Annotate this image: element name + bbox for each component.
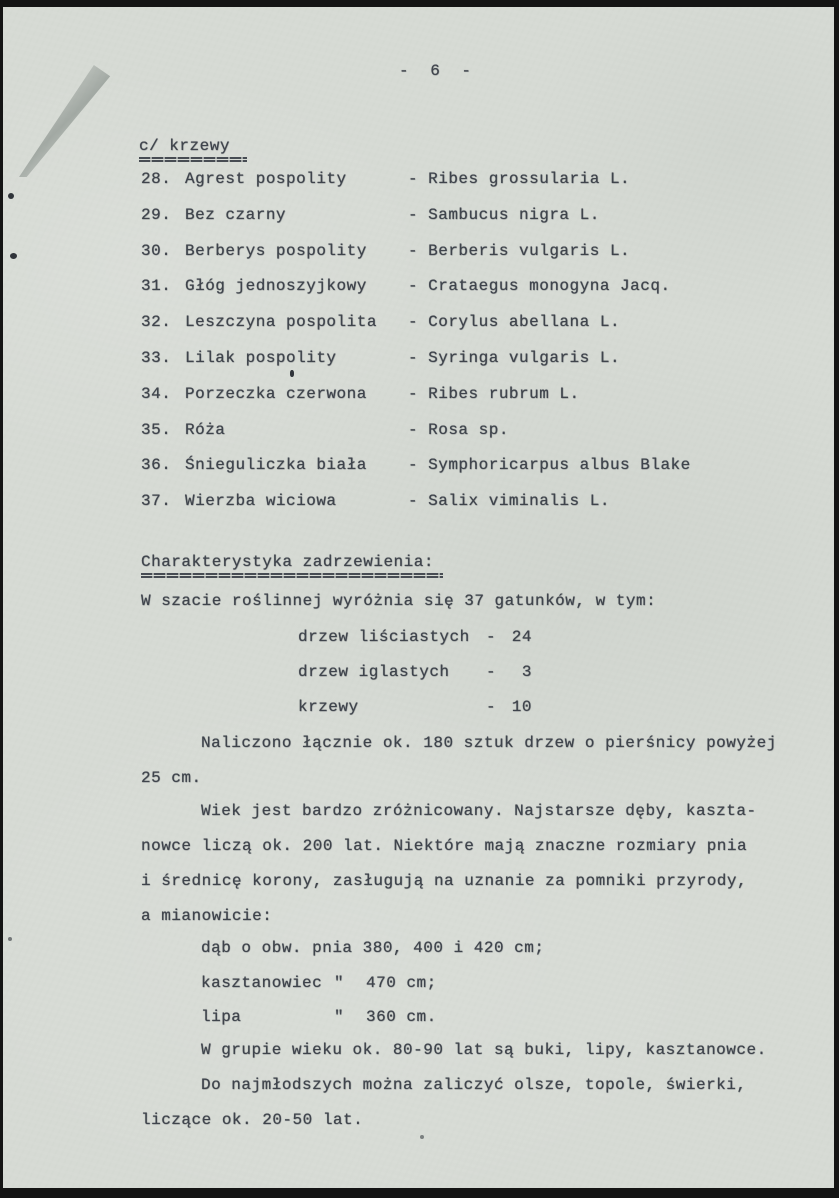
shrub-row xyxy=(141,385,761,421)
monument-tree-value: 470 cm; xyxy=(366,973,437,992)
shrub-name-latin: Corylus abellana L. xyxy=(428,313,621,332)
ink-speck xyxy=(10,253,17,259)
stat-label: drzew iglastych xyxy=(298,663,450,682)
dash-separator: - xyxy=(486,698,497,717)
shrub-name-latin: Sambucus nigra L. xyxy=(428,205,600,224)
stat-value: 24 xyxy=(511,628,532,646)
shrub-number: 34. xyxy=(141,384,172,403)
shrub-name-polish: Wierzba wiciowa xyxy=(185,492,337,511)
shrub-number: 30. xyxy=(141,241,172,260)
shrub-name-latin: Ribes rubrum L. xyxy=(428,384,580,403)
shrub-name-polish: Porzeczka czerwona xyxy=(185,384,367,403)
shrub-name-latin: Berberis vulgaris L. xyxy=(428,241,631,260)
paragraph-line: Wiek jest bardzo zróżnicowany. Najstarsze dęby, kaszta- xyxy=(201,802,757,820)
shrub-name-polish: Agrest pospolity xyxy=(185,170,347,188)
ditto-mark: " xyxy=(334,973,345,992)
shrub-list xyxy=(141,170,761,528)
dash-separator: - xyxy=(408,492,419,511)
shrub-name-latin: Salix viminalis L. xyxy=(428,492,610,511)
shrub-row xyxy=(141,456,761,492)
dash-separator: - xyxy=(408,205,419,224)
paragraph-age-groups xyxy=(141,1041,801,1146)
paragraph-line: Naliczono łącznie ok. 180 sztuk drzew o pierśnicy powyżej xyxy=(201,734,777,752)
paragraph-line: a mianowicie: xyxy=(141,907,273,925)
shrub-name-latin: Symphoricarpus albus Blake xyxy=(428,456,691,475)
paragraph-tree-count xyxy=(141,734,801,804)
ditto-mark: " xyxy=(334,1008,345,1026)
section-heading-krzewy xyxy=(139,137,247,162)
shrub-number: 32. xyxy=(141,313,172,332)
dash-separator: - xyxy=(408,348,419,367)
paragraph-tree-age xyxy=(141,802,801,942)
stat-label: drzew liściastych xyxy=(298,628,470,646)
shrub-name-latin: Rosa sp. xyxy=(428,420,509,439)
shrub-name-polish: Bez czarny xyxy=(185,205,287,224)
paragraph-line: nowce liczą ok. 200 lat. Niektóre mają znaczne rozmiary pnia xyxy=(141,837,748,855)
shrub-number: 35. xyxy=(141,420,172,439)
dash-separator: - xyxy=(408,277,419,296)
dash-separator: - xyxy=(408,241,419,260)
shrub-row xyxy=(141,313,761,349)
scanned-page xyxy=(3,7,834,1188)
stat-value: 10 xyxy=(511,698,532,717)
shrub-number: 29. xyxy=(141,205,172,224)
shrub-row xyxy=(141,492,761,528)
paragraph-line: W grupie wieku ok. 80-90 lat są buki, lipy, kasztanowce. xyxy=(201,1041,767,1059)
monument-trees-list xyxy=(201,939,544,1043)
shrub-row xyxy=(141,421,761,457)
monument-tree-value: 360 cm. xyxy=(366,1008,437,1026)
monument-tree-name: kasztanowiec xyxy=(201,973,323,992)
shrub-name-polish: Śnieguliczka biała xyxy=(185,456,367,475)
shrub-row xyxy=(141,349,761,385)
page-corner-fold xyxy=(19,65,115,177)
shrub-name-polish: Róża xyxy=(185,420,226,439)
paragraph-line: i średnicę korony, zasługują na uznanie za pomniki przyrody, xyxy=(141,872,748,890)
stat-label: krzewy xyxy=(298,698,359,717)
shrub-number: 37. xyxy=(141,492,172,511)
shrub-row xyxy=(141,277,761,313)
dash-separator: - xyxy=(408,170,419,188)
dash-separator: - xyxy=(408,313,419,332)
paragraph-line: Do najmłodszych można zaliczyć olsze, topole, świerki, xyxy=(201,1076,747,1094)
shrub-row xyxy=(141,206,761,242)
species-intro-line: W szacie roślinnej wyróżnia się 37 gatunków, w tym: xyxy=(141,592,657,610)
species-stats xyxy=(298,628,532,734)
monument-line xyxy=(201,974,544,1009)
dash-separator: - xyxy=(486,628,497,646)
shrub-row xyxy=(141,242,761,278)
section-heading-charakterystyka xyxy=(141,553,443,578)
stat-row xyxy=(298,698,532,733)
shrub-name-polish: Leszczyna pospolita xyxy=(185,313,377,332)
paragraph-line: 25 cm. xyxy=(141,769,202,787)
monument-line xyxy=(201,1008,544,1043)
monument-tree-name: lipa xyxy=(201,1008,242,1026)
shrub-row xyxy=(141,170,761,206)
dash-separator: - xyxy=(486,663,497,682)
shrub-number: 28. xyxy=(141,170,172,188)
dash-separator: - xyxy=(408,420,419,439)
shrub-number: 33. xyxy=(141,348,172,367)
shrub-name-polish: Głóg jednoszyjkowy xyxy=(185,277,367,296)
shrub-name-latin: Ribes grossularia L. xyxy=(428,170,631,188)
shrub-name-latin: Syringa vulgaris L. xyxy=(428,348,621,367)
paragraph-line: liczące ok. 20-50 lat. xyxy=(141,1111,364,1129)
section-heading-krzewy-label: c/ krzewy xyxy=(139,137,230,155)
stat-row xyxy=(298,663,532,698)
shrub-number: 36. xyxy=(141,456,172,475)
ink-speck xyxy=(8,193,14,199)
page-number: - 6 - xyxy=(399,62,478,80)
ink-speck xyxy=(8,937,12,941)
shrub-name-latin: Crataegus monogyna Jacq. xyxy=(428,277,671,296)
heading-underline xyxy=(141,573,443,578)
heading-underline xyxy=(139,157,247,162)
shrub-name-polish: Berberys pospolity xyxy=(185,241,367,260)
stat-value: 3 xyxy=(521,663,532,682)
dash-separator: - xyxy=(408,456,419,475)
shrub-name-polish: Lilak pospolity xyxy=(185,348,337,367)
monument-line: dąb o obw. pnia 380, 400 i 420 cm; xyxy=(201,939,545,957)
dash-separator: - xyxy=(408,384,419,403)
shrub-number: 31. xyxy=(141,277,172,296)
section-heading-charakterystyka-label: Charakterystyka zadrzewienia: xyxy=(141,553,434,571)
stat-row xyxy=(298,628,532,663)
